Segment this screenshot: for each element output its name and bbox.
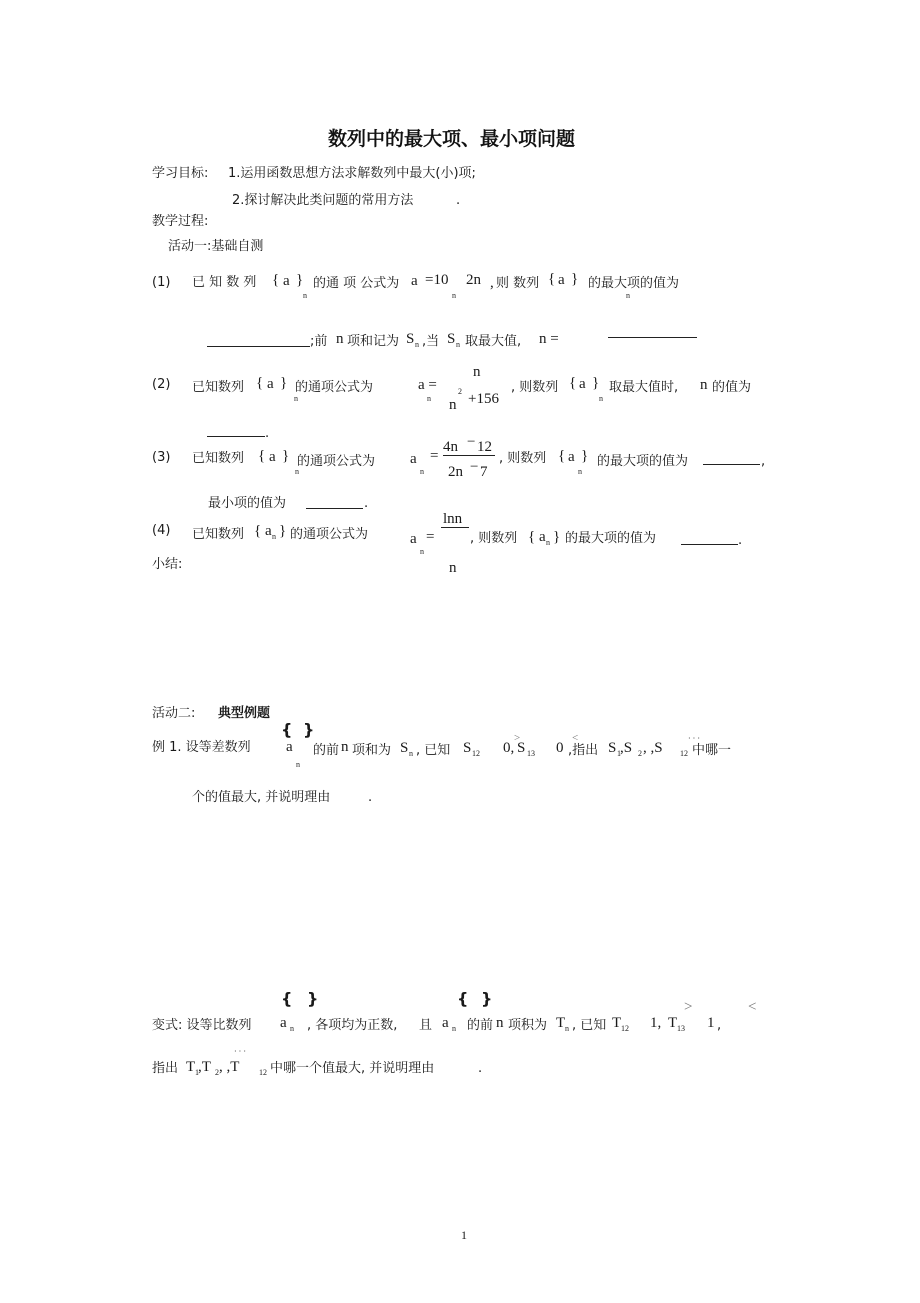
var-Tn: T bbox=[556, 1015, 566, 1031]
p1-blank-2[interactable] bbox=[608, 337, 697, 338]
p1-text-5: ;前 bbox=[310, 334, 328, 349]
p4-fraction-bar bbox=[441, 527, 469, 528]
p3-set-sub: n bbox=[295, 467, 299, 476]
p1-Sn-sub: n bbox=[415, 340, 419, 349]
var-n-var: n bbox=[496, 1015, 504, 1031]
p2-a-sub: n bbox=[427, 394, 431, 403]
summary-label: 小结: bbox=[152, 557, 183, 572]
p1-text-1: 已 知 数 列 bbox=[192, 275, 257, 290]
p3-fraction-bar bbox=[443, 455, 495, 456]
ex1-a-sub: n bbox=[296, 760, 300, 769]
p2-blank[interactable] bbox=[207, 436, 265, 437]
p2-set2-sub: n bbox=[599, 394, 603, 403]
p4-denominator: n bbox=[449, 560, 457, 576]
ex1-S12: S bbox=[463, 740, 472, 756]
p3-text-4: 的最大项的值为 bbox=[597, 454, 689, 469]
p3-num-minus: − bbox=[467, 434, 476, 450]
variant-label: 变式: 设等比数列 bbox=[152, 1018, 252, 1033]
p4-text-1: 已知数列 bbox=[192, 527, 245, 542]
var-ellipsis-dots: · · · bbox=[234, 1047, 246, 1056]
ex1-S13: S bbox=[517, 740, 526, 756]
var-lt: < bbox=[748, 999, 757, 1015]
p4-set-sub: n bbox=[272, 532, 276, 541]
ex1-list-sub1: 1 bbox=[617, 749, 621, 758]
var-Tn-sub: n bbox=[565, 1024, 569, 1033]
ex1-list-dots: , ,S bbox=[643, 740, 663, 756]
p1-sub-2: n bbox=[626, 291, 630, 300]
goal-1: 1.运用函数思想方法求解数列中最大(小)项; bbox=[228, 166, 476, 181]
p2-den-rest: +156 bbox=[468, 391, 499, 407]
p1-set-var: a bbox=[283, 273, 290, 289]
p1-formula-a: a bbox=[411, 273, 418, 289]
ex1-end: . bbox=[368, 790, 373, 805]
p3-text-7: . bbox=[364, 496, 369, 511]
page-number: 1 bbox=[461, 1228, 467, 1242]
p4-numerator: lnn bbox=[443, 511, 463, 527]
p2-set-left: { bbox=[256, 375, 264, 391]
var-a: a bbox=[280, 1015, 287, 1031]
p1-set2-var: a bbox=[558, 272, 565, 288]
p2-den-n: n bbox=[449, 397, 457, 413]
ex1-list: S bbox=[608, 740, 617, 756]
p3-text-5: , bbox=[761, 454, 766, 469]
p3-blank-1[interactable] bbox=[703, 464, 760, 465]
activity2-title: 活动二: bbox=[152, 706, 196, 721]
goal-2: 2.探讨解决此类问题的常用方法 bbox=[232, 193, 414, 208]
p3-set-var: a bbox=[269, 449, 276, 465]
p4-text-5: . bbox=[738, 533, 743, 548]
p1-num: (1) bbox=[152, 275, 171, 290]
ex1-zero-2: 0 bbox=[556, 740, 564, 756]
p4-text-4: 的最大项的值为 bbox=[565, 531, 657, 546]
p2-a-eq: a = bbox=[418, 377, 437, 393]
p1-Sn-2: S bbox=[447, 331, 456, 347]
p4-text-3: , 则数列 bbox=[470, 531, 518, 546]
p2-set-right: } bbox=[280, 375, 288, 391]
var-a2: a bbox=[442, 1015, 449, 1031]
p2-set2-right: } bbox=[592, 375, 600, 391]
ex1-ellipsis-dots: · · · bbox=[688, 734, 700, 743]
p2-text-2: 的通项公式为 bbox=[295, 380, 374, 395]
p3-text-1: 已知数列 bbox=[192, 451, 245, 466]
p1-set-left: { bbox=[272, 272, 280, 288]
p3-num: (3) bbox=[152, 450, 171, 465]
p2-end: . bbox=[265, 426, 270, 441]
var-a2-sub: n bbox=[452, 1024, 456, 1033]
p2-num-n: n bbox=[473, 364, 481, 380]
ex1-Sn: S bbox=[400, 740, 409, 756]
p1-formula-sub: n bbox=[452, 291, 456, 300]
p2-set2-var: a bbox=[579, 376, 586, 392]
p2-set-var: a bbox=[267, 376, 274, 392]
p3-denominator: 2n bbox=[448, 464, 463, 480]
p1-n-eq: n = bbox=[539, 331, 559, 347]
p4-text-2: 的通项公式为 bbox=[290, 527, 369, 542]
p4-num: (4) bbox=[152, 523, 171, 538]
var-gt: > bbox=[684, 999, 693, 1015]
p2-n-var: n bbox=[700, 377, 708, 393]
ex1-list-sub2: 2 bbox=[638, 749, 642, 758]
p1-formula-eq: =10 bbox=[425, 272, 449, 288]
activity2-subtitle: 典型例题 bbox=[218, 706, 271, 721]
var-T13-sub: 13 bbox=[677, 1024, 685, 1033]
var-brace-2-left: { bbox=[457, 989, 469, 1008]
p3-blank-2[interactable] bbox=[306, 508, 363, 509]
ex1-zero-1: 0, bbox=[503, 740, 515, 756]
var-T12: T bbox=[612, 1015, 622, 1031]
ex1-Sn-sub: n bbox=[409, 749, 413, 758]
p2-text-5: 的值为 bbox=[712, 380, 752, 395]
ex1-gt-mark: > bbox=[514, 732, 521, 744]
p3-numerator: 4n bbox=[443, 439, 458, 455]
p3-set-right: } bbox=[282, 448, 290, 464]
p2-text-4: 取最大值时, bbox=[609, 380, 679, 395]
var-one-1: 1, bbox=[650, 1015, 662, 1031]
p3-text-6: 最小项的值为 bbox=[208, 496, 287, 511]
var-line2-sub2: 2 bbox=[215, 1068, 219, 1077]
p3-set-left: { bbox=[258, 448, 266, 464]
var-text-6: 中哪一个值最大, 并说明理由 bbox=[270, 1061, 435, 1076]
var-line2-dots: , ,T bbox=[219, 1059, 240, 1075]
p3-a-sub: n bbox=[420, 467, 424, 476]
p4-set-right: } bbox=[279, 523, 287, 539]
ex1-text-3: , 已知 bbox=[416, 743, 451, 758]
p2-den-2: 2 bbox=[458, 387, 462, 396]
p1-set2-right: } bbox=[571, 271, 579, 287]
goal-2-end: . bbox=[456, 193, 461, 208]
ex1-line-2: 个的值最大, 并说明理由 bbox=[192, 790, 331, 805]
p2-num: (2) bbox=[152, 377, 171, 392]
ex1-list-rest: ,S bbox=[620, 740, 633, 756]
p2-set2-left: { bbox=[569, 375, 577, 391]
p3-set2-sub: n bbox=[578, 467, 582, 476]
p1-Sn: S bbox=[406, 331, 415, 347]
p3-eq: = bbox=[430, 448, 439, 464]
var-brace-1-left: { bbox=[281, 989, 293, 1008]
p3-a: a bbox=[410, 451, 417, 467]
var-line2-T1: T bbox=[186, 1059, 196, 1075]
p1-text-6: 项和记为 bbox=[347, 334, 400, 349]
p3-text-3: , 则数列 bbox=[499, 451, 547, 466]
ex1-brace-right: } bbox=[303, 720, 315, 739]
p4-set2-sub: n bbox=[546, 538, 550, 547]
p3-text-2: 的通项公式为 bbox=[297, 454, 376, 469]
ex1-text-5: 中哪一 bbox=[692, 743, 732, 758]
p1-set-right: } bbox=[296, 272, 304, 288]
p2-set-sub: n bbox=[294, 394, 298, 403]
p4-set2-right: } bbox=[553, 529, 561, 545]
p1-formula-rhs: 2n bbox=[466, 272, 481, 288]
var-line2-rest: ,T bbox=[198, 1059, 211, 1075]
ex1-a: a bbox=[286, 739, 293, 755]
ex1-brace-left: { bbox=[281, 720, 293, 739]
p3-den-rest: 7 bbox=[480, 464, 488, 480]
ex1-text-2: 项和为 bbox=[352, 743, 392, 758]
ex1-text-1: 的前 bbox=[313, 743, 340, 758]
var-one-2: 1 bbox=[707, 1015, 715, 1031]
p3-set2-left: { bbox=[558, 448, 566, 464]
p3-set2-right: } bbox=[581, 448, 589, 464]
var-text-3: 的前 bbox=[467, 1018, 494, 1033]
var-end-comma: , bbox=[717, 1018, 722, 1033]
var-text-2: 且 bbox=[419, 1018, 433, 1033]
p4-blank[interactable] bbox=[681, 544, 738, 545]
p1-formula-comma: , bbox=[490, 275, 494, 291]
p1-text-7: ,当 bbox=[422, 334, 440, 349]
process-label: 教学过程: bbox=[152, 214, 209, 229]
p4-a: a bbox=[410, 531, 417, 547]
activity1-title: 活动一:基础自测 bbox=[168, 239, 264, 254]
p1-blank-1[interactable] bbox=[207, 346, 310, 347]
p1-Sn-2-sub: n bbox=[456, 340, 460, 349]
var-line2-label: 指出 bbox=[152, 1061, 179, 1076]
p4-set2: { a bbox=[528, 529, 546, 545]
var-text-1: , 各项均为正数, bbox=[307, 1018, 398, 1033]
p4-eq: = bbox=[426, 529, 435, 545]
var-brace-1-right: } bbox=[307, 989, 319, 1008]
ex1-list-sub12: 12 bbox=[680, 749, 688, 758]
var-text-5: , 已知 bbox=[572, 1018, 607, 1033]
p3-set2-var: a bbox=[568, 449, 575, 465]
var-text-4: 项积为 bbox=[508, 1018, 548, 1033]
p1-text-3: 则 数列 bbox=[496, 276, 540, 291]
ex1-text-4: ,指出 bbox=[568, 743, 599, 758]
ex1-lt-mark: < bbox=[572, 732, 579, 744]
p3-num-rest: 12 bbox=[477, 439, 492, 455]
var-T13: T bbox=[668, 1015, 678, 1031]
var-T12-sub: 12 bbox=[621, 1024, 629, 1033]
p4-a-sub: n bbox=[420, 547, 424, 556]
ex1-n-var: n bbox=[341, 739, 349, 755]
p1-text-8: 取最大值, bbox=[465, 334, 522, 349]
p1-set2-left: { bbox=[548, 271, 556, 287]
ex1-S12-sub: 12 bbox=[472, 749, 480, 758]
p1-set-sub: n bbox=[303, 291, 307, 300]
p3-den-minus: − bbox=[470, 459, 479, 475]
ex1-label: 例 1. 设等差数列 bbox=[152, 740, 251, 755]
var-end: . bbox=[478, 1061, 483, 1076]
p1-text-2: 的通 项 公式为 bbox=[313, 276, 400, 291]
page-title: 数列中的最大项、最小项问题 bbox=[328, 128, 576, 150]
ex1-S13-sub: 13 bbox=[527, 749, 535, 758]
p1-n-var: n bbox=[336, 331, 344, 347]
p4-set: { a bbox=[254, 523, 272, 539]
p2-text-1: 已知数列 bbox=[192, 380, 245, 395]
p1-text-4: 的最大项的值为 bbox=[588, 276, 680, 291]
var-line2-sub12: 12 bbox=[259, 1068, 267, 1077]
var-a-sub: n bbox=[290, 1024, 294, 1033]
var-line2-sub1: 1 bbox=[195, 1068, 199, 1077]
p2-text-3: , 则数列 bbox=[511, 380, 559, 395]
var-brace-2-right: } bbox=[481, 989, 493, 1008]
goals-label: 学习目标: bbox=[152, 166, 209, 181]
